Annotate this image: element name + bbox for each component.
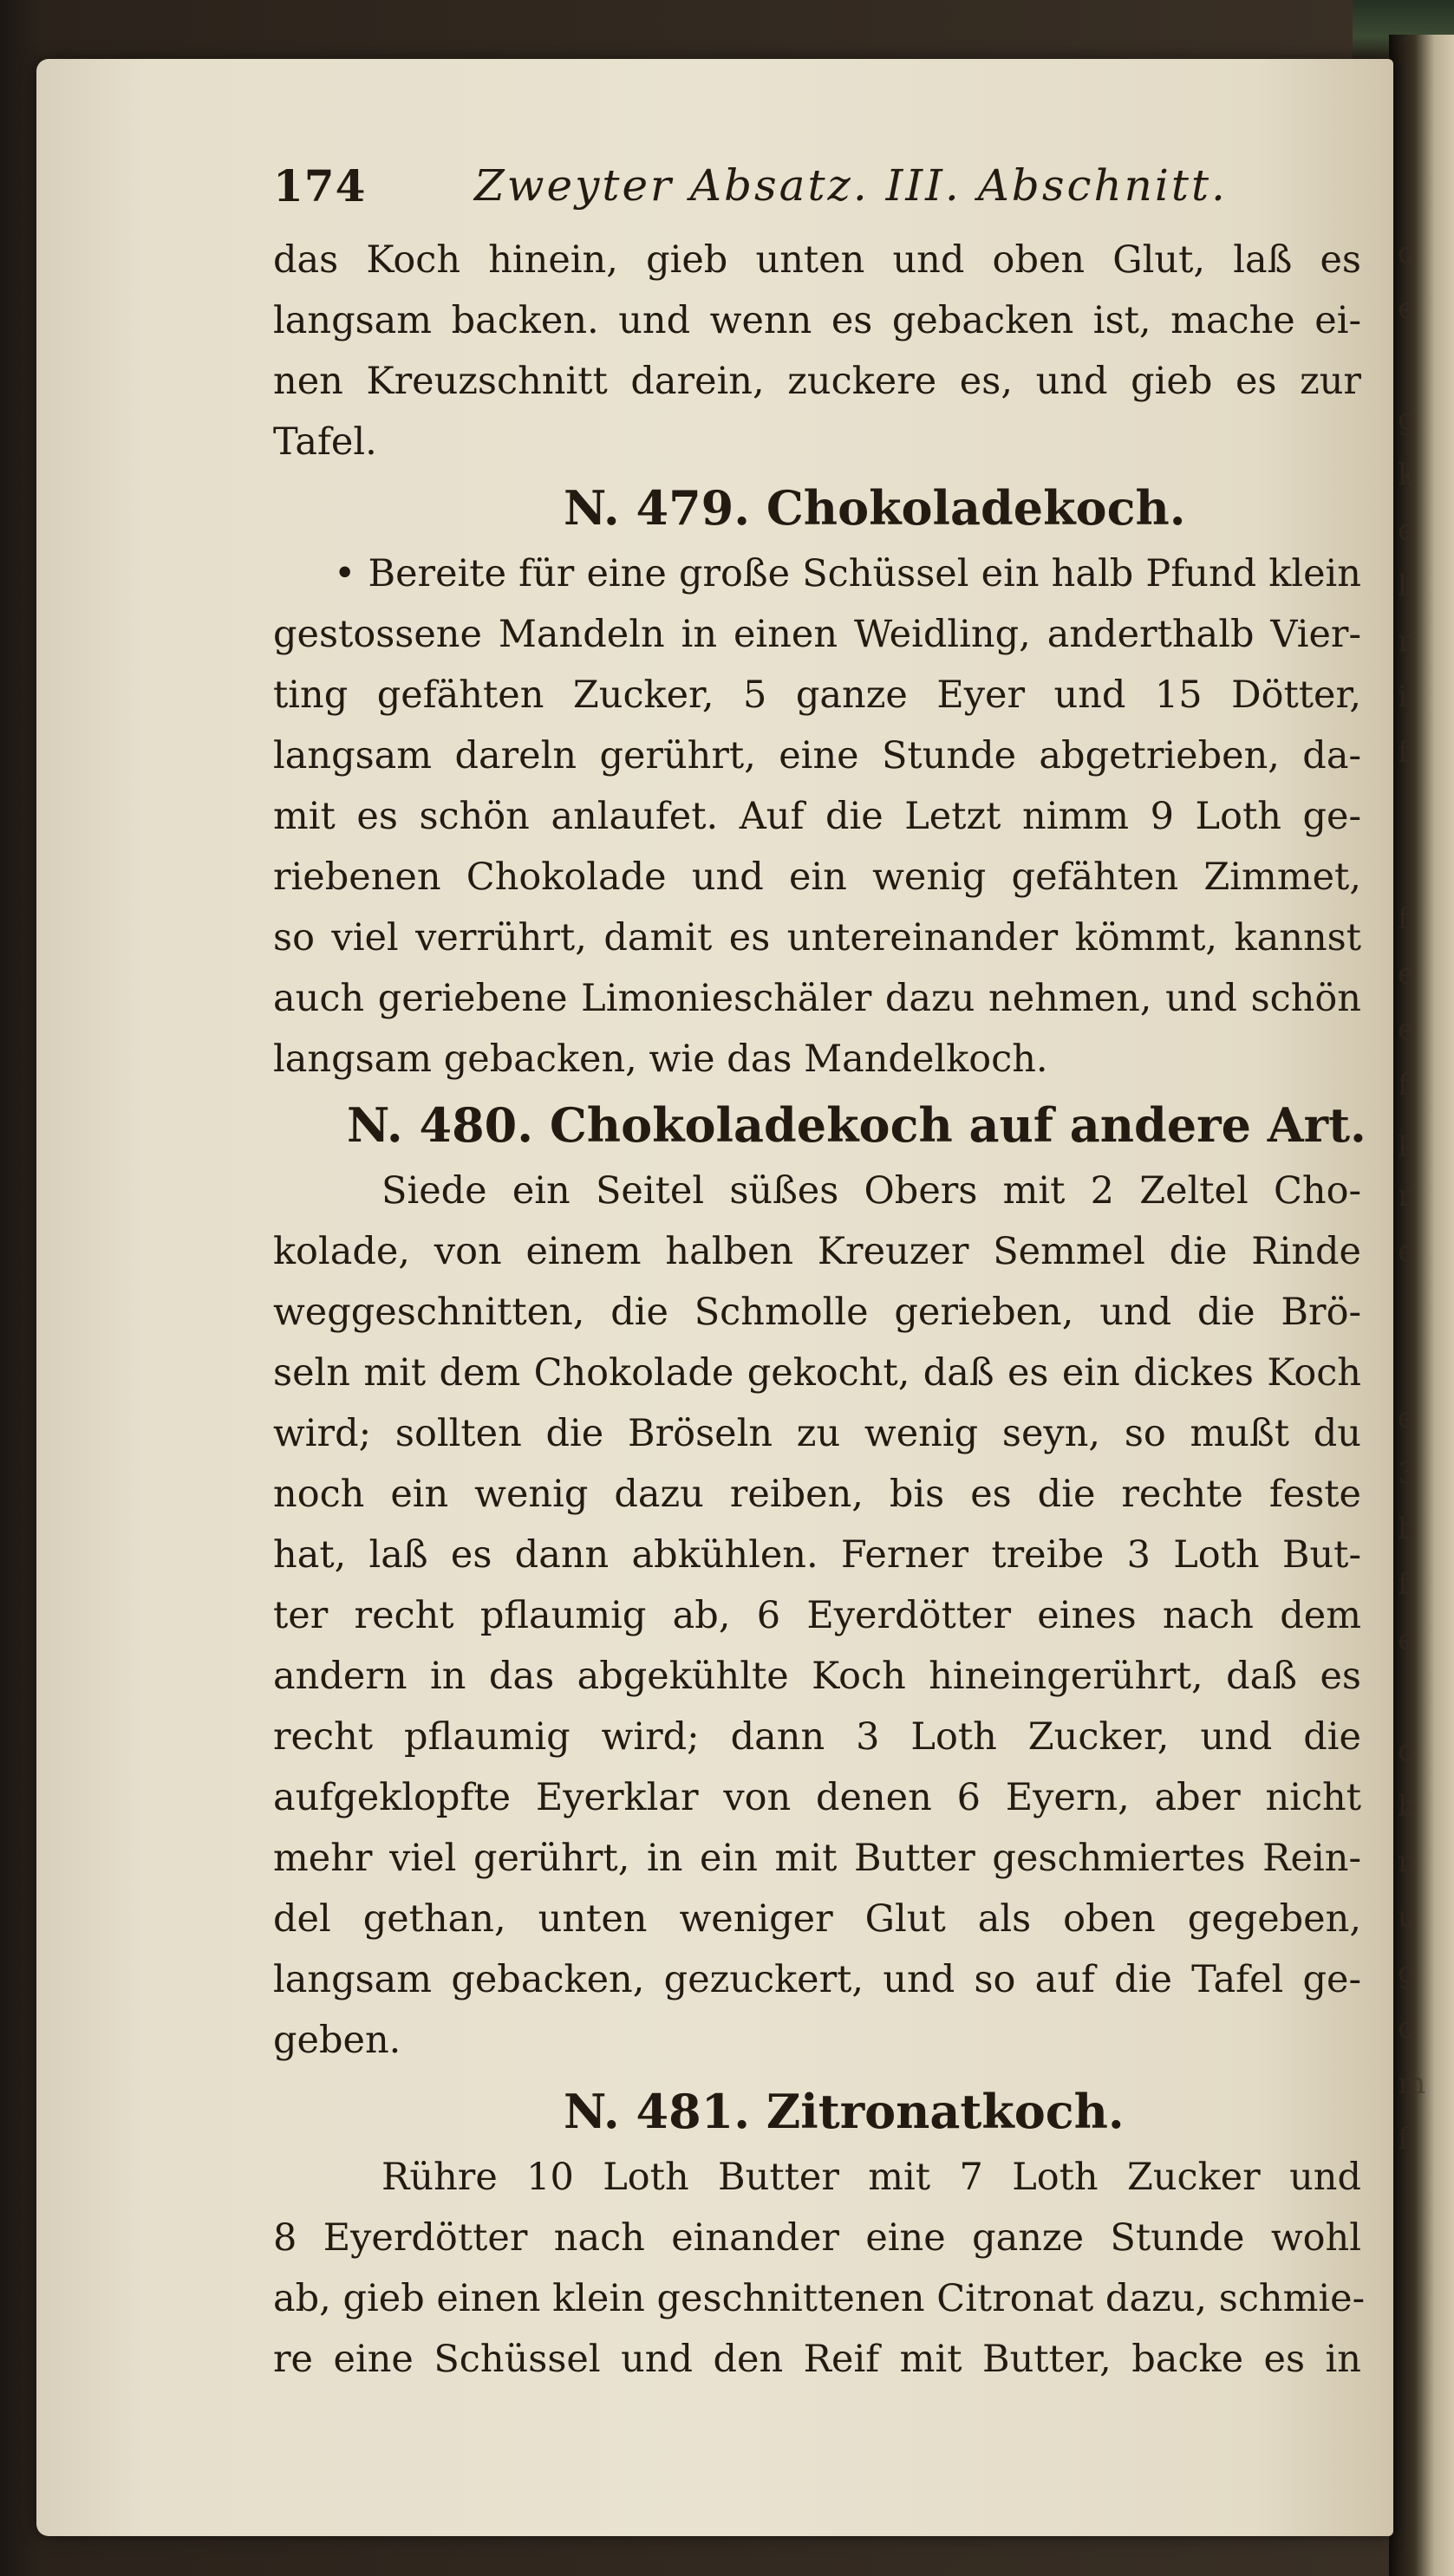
facing-page-letter: n bbox=[1398, 1844, 1417, 1879]
facing-page-letter: e bbox=[1398, 1234, 1416, 1269]
text-line: gestossene Mandeln in einen Weidling, anderthalb Vier- bbox=[273, 613, 1361, 656]
text-line: hat, laß es dann abkühlen. Ferner treibe 3 Loth But- bbox=[273, 1533, 1361, 1577]
facing-page-letter: e bbox=[1398, 1401, 1416, 1435]
facing-page-letter: d bbox=[1398, 236, 1417, 270]
facing-page-letter: e bbox=[1398, 1623, 1416, 1657]
text-line: so viel verrührt, damit es untereinander kömmt, kannst bbox=[273, 916, 1361, 959]
facing-page-letter: r bbox=[1398, 624, 1412, 659]
page-header bbox=[273, 160, 1361, 230]
facing-page-letter: e bbox=[1398, 957, 1416, 992]
facing-page-letter: u bbox=[1398, 1900, 1417, 1935]
recipe-title: N. 481. Zitronatkoch. bbox=[564, 2084, 1125, 2139]
text-line: recht pflaumig wird; dann 3 Loth Zucker, und die bbox=[273, 1715, 1361, 1759]
page-content bbox=[273, 160, 1366, 2390]
recipe-title: N. 479. Chokoladekoch. bbox=[564, 480, 1186, 536]
text-line: Rühre 10 Loth Butter mit 7 Loth Zucker und bbox=[381, 2156, 1361, 2199]
text-line: nen Kreuzschnitt darein, zuckere es, und gieb es zur bbox=[273, 360, 1361, 403]
text-line: wird; sollten die Bröseln zu wenig seyn, so mußt du bbox=[273, 1412, 1361, 1455]
facing-page-letter: l bbox=[1398, 569, 1407, 603]
recipe-480 bbox=[273, 1090, 1366, 2071]
facing-page-letter: g bbox=[1398, 402, 1417, 437]
text-line: riebenen Chokolade und ein wenig gefähten Zimmet, bbox=[273, 855, 1361, 899]
facing-page-letter bbox=[1398, 1335, 1454, 1390]
text-line: andern in das abgekühlte Koch hineingerührt, daß es bbox=[273, 1655, 1361, 1698]
page-number: 174 bbox=[273, 160, 367, 211]
facing-page-letter: r bbox=[1398, 1179, 1412, 1213]
text-line: langsam gebacken, gezuckert, und so auf die Tafel ge- bbox=[273, 1958, 1361, 2001]
facing-page-letter: i bbox=[1398, 680, 1407, 714]
facing-page-letter: e bbox=[1398, 513, 1416, 548]
text-line: ting gefähten Zucker, 5 ganze Eyer und 15 Dötter, bbox=[273, 673, 1361, 717]
text-line: auch geriebene Limonieschäler dazu nehmen, und schön bbox=[273, 977, 1361, 1020]
facing-page-letter bbox=[1398, 1668, 1454, 1723]
text-line: Tafel. bbox=[273, 420, 377, 464]
text-line: kolade, von einem halben Kreuzer Semmel die Rinde bbox=[273, 1230, 1361, 1273]
facing-page-letter: f bbox=[1398, 1567, 1409, 1602]
text-line: mit es schön anlaufet. Auf die Letzt nimm 9 Loth ge- bbox=[273, 795, 1361, 838]
facing-page-letter: f bbox=[1398, 735, 1409, 770]
running-head: Zweyter Absatz. III. Abschnitt. bbox=[474, 160, 1228, 211]
text-line: das Koch hinein, gieb unten und oben Glut, laß es bbox=[273, 238, 1361, 282]
facing-page-letter: k bbox=[1398, 458, 1416, 492]
intro-paragraph bbox=[273, 230, 1361, 472]
facing-page-letter: b bbox=[1398, 1789, 1417, 1824]
text-line: seln mit dem Chokolade gekocht, daß es ein dickes Koch bbox=[273, 1351, 1361, 1395]
facing-page-letter bbox=[1398, 836, 1454, 891]
facing-page-letter: 3 bbox=[1398, 1456, 1417, 1491]
text-line: langsam backen. und wenn es gebacken ist, mache ei- bbox=[273, 299, 1361, 342]
facing-page-letter: e bbox=[1398, 1012, 1416, 1047]
facing-page-letter bbox=[1398, 780, 1454, 836]
text-line: ter recht pflaumig ab, 6 Eyerdötter eines nach dem bbox=[273, 1594, 1361, 1637]
text-line: • Bereite für eine große Schüssel ein halb Pfund klein bbox=[334, 552, 1361, 595]
facing-page-letter bbox=[1398, 1279, 1454, 1335]
text-line: 8 Eyerdötter nach einander eine ganze Stunde wohl bbox=[273, 2216, 1361, 2260]
text-line: re eine Schüssel und den Reif mit Butter, backe es in bbox=[273, 2338, 1361, 2381]
facing-page-letter: f bbox=[1398, 2122, 1409, 2156]
text-line: ab, gieb einen klein geschnittenen Citronat dazu, schmie- bbox=[273, 2277, 1366, 2320]
text-line: langsam dareln gerührt, eine Stunde abgetrieben, da- bbox=[273, 734, 1361, 777]
recipe-title: N. 480. Chokoladekoch auf andere Art. bbox=[347, 1097, 1366, 1153]
facing-page-letter: b bbox=[1398, 1512, 1417, 1546]
text-line: noch ein wenig dazu reiben, bis es die rechte feste bbox=[273, 1473, 1361, 1516]
facing-page-letter: m bbox=[1398, 2066, 1426, 2101]
facing-page-letter: d bbox=[1398, 1734, 1417, 1768]
facing-page-letter: f bbox=[1398, 1068, 1409, 1103]
facing-page-letter: e bbox=[1398, 291, 1416, 326]
facing-page-letter: g bbox=[1398, 1955, 1417, 1990]
text-line: mehr viel gerührt, in ein mit Butter geschmiertes Rein- bbox=[273, 1837, 1361, 1880]
facing-page-letter: d bbox=[1398, 2011, 1417, 2046]
facing-page-fragment bbox=[1398, 225, 1454, 2392]
text-line: geben. bbox=[273, 2019, 401, 2062]
text-line: aufgeklopfte Eyerklar von denen 6 Eyern, aber nicht bbox=[273, 1776, 1361, 1819]
text-line: langsam gebacken, wie das Mandelkoch. bbox=[273, 1038, 1048, 1081]
recipe-479 bbox=[273, 472, 1361, 1090]
facing-page-letter: f bbox=[1398, 901, 1409, 936]
recipe-481 bbox=[273, 2076, 1366, 2390]
text-line: Siede ein Seitel süßes Obers mit 2 Zeltel Cho- bbox=[381, 1169, 1361, 1213]
facing-page-letter: p bbox=[1398, 1123, 1417, 1158]
text-line: weggeschnitten, die Schmolle gerieben, und die Brö- bbox=[273, 1291, 1361, 1334]
facing-page-letter bbox=[1398, 336, 1454, 392]
text-line: del gethan, unten weniger Glut als oben gegeben, bbox=[273, 1897, 1361, 1941]
